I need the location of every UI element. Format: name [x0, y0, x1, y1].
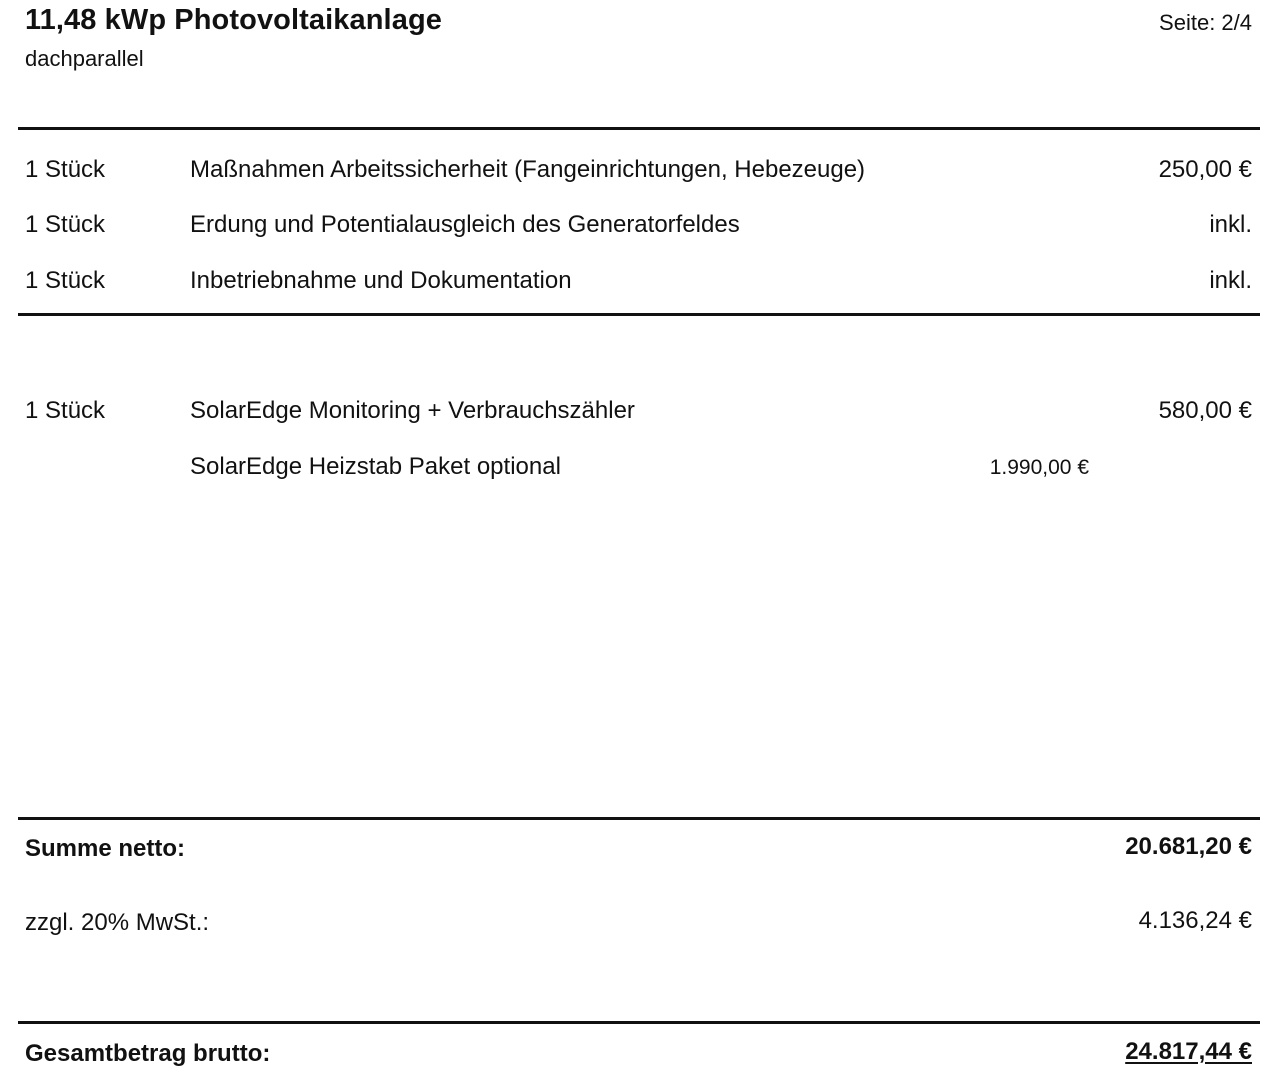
optional-item-price: 1.990,00 €	[989, 456, 1089, 479]
net-total-value: 20.681,20 €	[1125, 833, 1252, 860]
optional-item-description: SolarEdge Heizstab Paket optional	[190, 453, 561, 480]
divider-totals	[18, 817, 1260, 820]
divider-group1	[18, 313, 1260, 316]
item-quantity: 1 Stück	[25, 211, 106, 238]
net-total-label: Summe netto:	[25, 835, 186, 862]
item-description: Inbetriebnahme und Dokumentation	[190, 267, 572, 294]
item-description: SolarEdge Monitoring + Verbrauchszähler	[190, 397, 635, 424]
gross-total-value: 24.817,44 €	[1125, 1038, 1252, 1065]
item-price: 250,00 €	[1158, 156, 1252, 183]
divider-gross	[18, 1021, 1260, 1024]
vat-label: zzgl. 20% MwSt.:	[25, 909, 210, 936]
item-description: Maßnahmen Arbeitssicherheit (Fangeinrichtungen, Hebezeuge)	[190, 156, 866, 183]
item-description: Erdung und Potentialausgleich des Generatorfeldes	[190, 211, 740, 238]
item-quantity: 1 Stück	[25, 156, 106, 183]
item-quantity: 1 Stück	[25, 397, 106, 424]
page-number: Seite: 2/4	[1159, 10, 1252, 35]
item-quantity: 1 Stück	[25, 267, 106, 294]
document-title: 11,48 kWp Photovoltaikanlage	[25, 4, 442, 36]
item-price: inkl.	[1209, 211, 1252, 238]
vat-value: 4.136,24 €	[1138, 907, 1252, 934]
divider-top	[18, 127, 1260, 130]
item-price: 580,00 €	[1158, 397, 1252, 424]
gross-total-label: Gesamtbetrag brutto:	[25, 1040, 271, 1067]
item-price: inkl.	[1209, 267, 1252, 294]
document-subtitle: dachparallel	[25, 46, 144, 71]
